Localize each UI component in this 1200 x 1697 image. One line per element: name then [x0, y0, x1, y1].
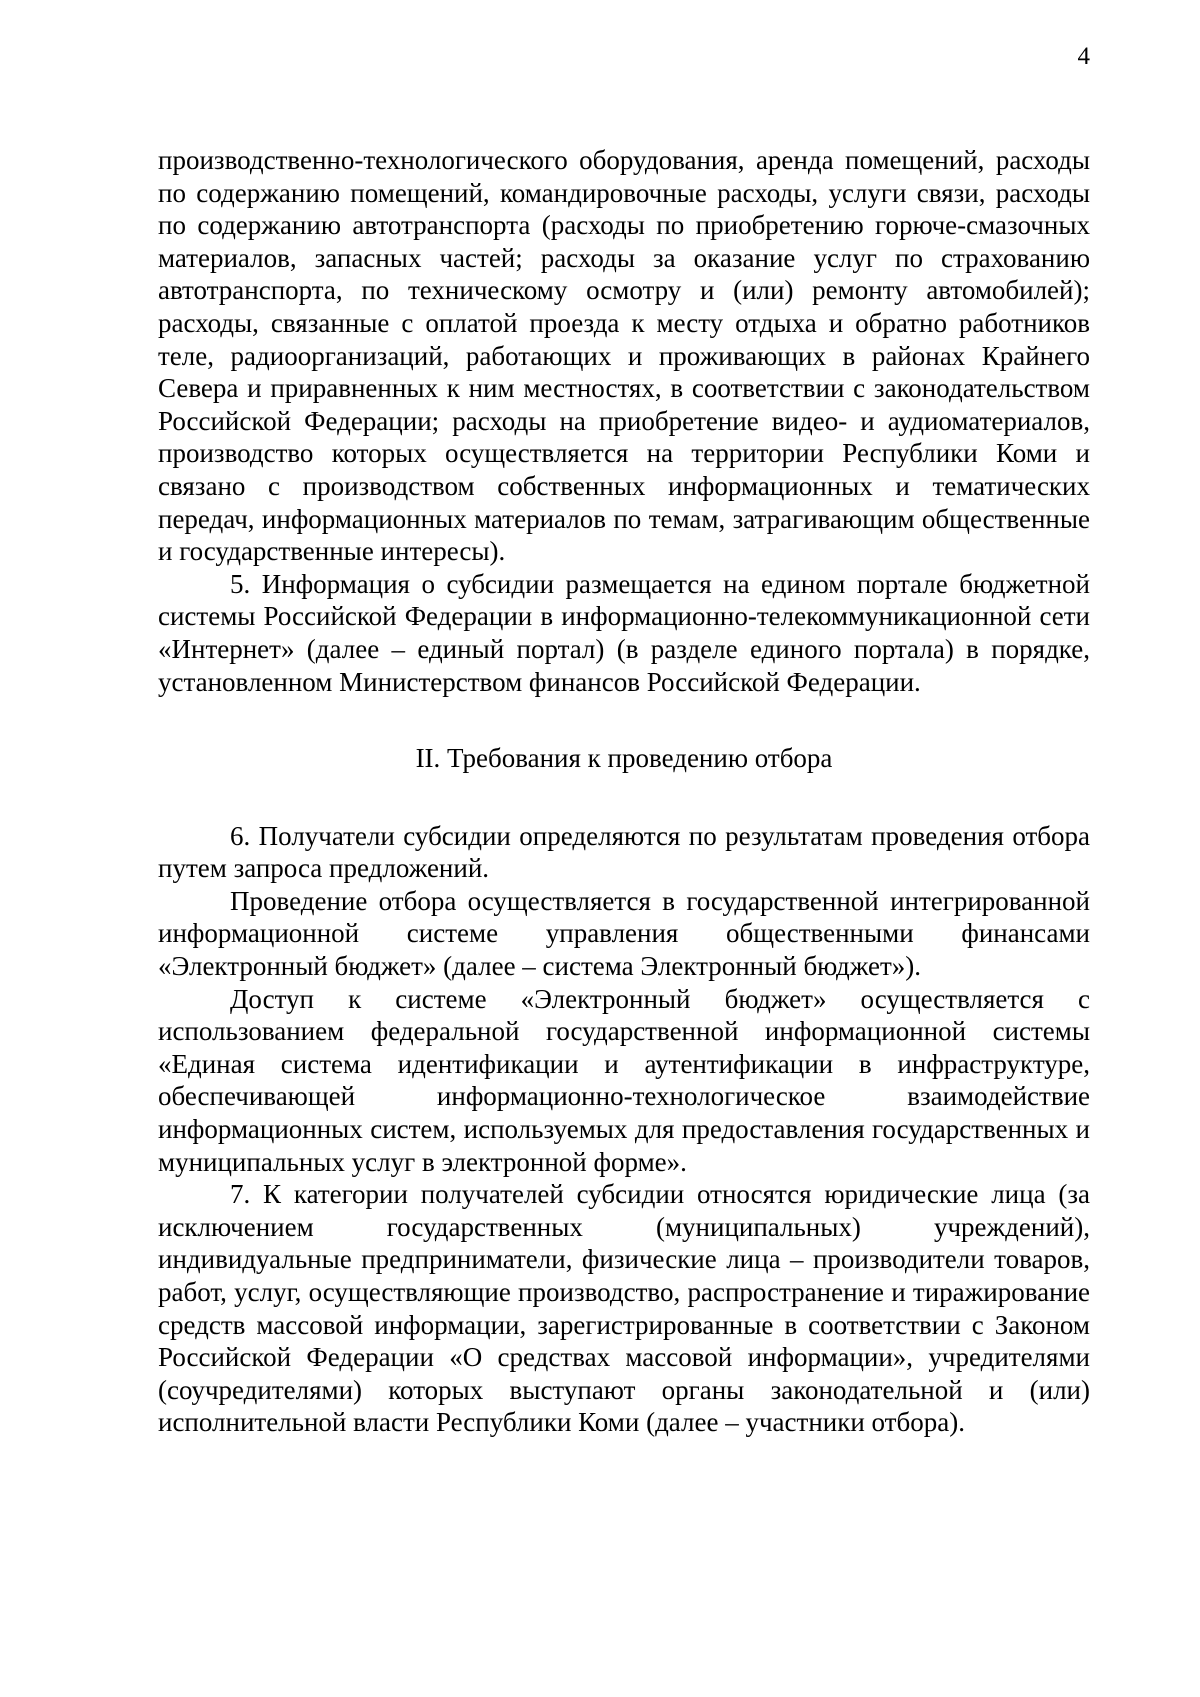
section-heading: II. Требования к проведению отбора — [415, 743, 833, 774]
paragraph-6-recipients: 6. Получатели субсидии определяются по результатам проведения отбора путем запроса предложений. — [158, 820, 1090, 884]
paragraph-expenses-continuation: производственно-технологического оборудования, аренда помещений, расходы по содержанию помещений, командировочные расходы, услуги связи, расходы по содержанию автотранспорта (расходы по приобретению горюче-смазочных материалов, запасных частей; расходы за оказание услуг по страхованию автотранспорта, по техническому осмотру и (или) ремонту автомобилей); расходы, связанные с оплатой проезда к месту отдыха и обратно работников теле, радиоорганизаций, работающих и проживающих в районах Крайнего Севера и приравненных к ним местностях, в соответствии с законодательством Российской Федерации; расходы на приобретение видео- и аудиоматериалов, производство которых осуществляется на территории Республики Коми и связано с производством собственных информационных и тематических передач, информационных материалов по темам, затрагивающим общественные и государственные интересы). — [158, 145, 1090, 567]
document-body — [158, 144, 1090, 1439]
paragraph-5-subsidy-info: 5. Информация о субсидии размещается на едином портале бюджетной системы Российской Федерации в информационно-телекоммуникационной сети «Интернет» (далее – единый портал) (в разделе единого портала) в порядке, установленном Министерством финансов Российской Федерации. — [158, 568, 1090, 697]
paragraph-7-categories: 7. К категории получателей субсидии относятся юридические лица (за исключением государственных (муниципальных) учреждений), индивидуальные предприниматели, физические лица – производители товаров, работ, услуг, осуществляющие производство, распространение и тиражирование средств массовой информации, зарегистрированные в соответствии с Законом Российской Федерации «О средствах массовой информации», учредителями (соучредителями) которых выступают органы законодательной и (или) исполнительной власти Республики Коми (далее – участники отбора). — [158, 1179, 1090, 1438]
page-number: 4 — [1077, 43, 1090, 70]
paragraph-system-access: Доступ к системе «Электронный бюджет» осуществляется с использованием федеральной государственной информационной системы «Единая система идентификации и аутентификации в инфраструктуре, обеспечивающей информационно-технологическое взаимодействие информационных систем, используемых для предоставления государственных и муниципальных услуг в электронной форме». — [158, 983, 1090, 1177]
paragraph-selection-system: Проведение отбора осуществляется в государственной интегрированной информационной системе управления общественными финансами «Электронный бюджет» (далее – система Электронный бюджет»). — [158, 885, 1090, 982]
